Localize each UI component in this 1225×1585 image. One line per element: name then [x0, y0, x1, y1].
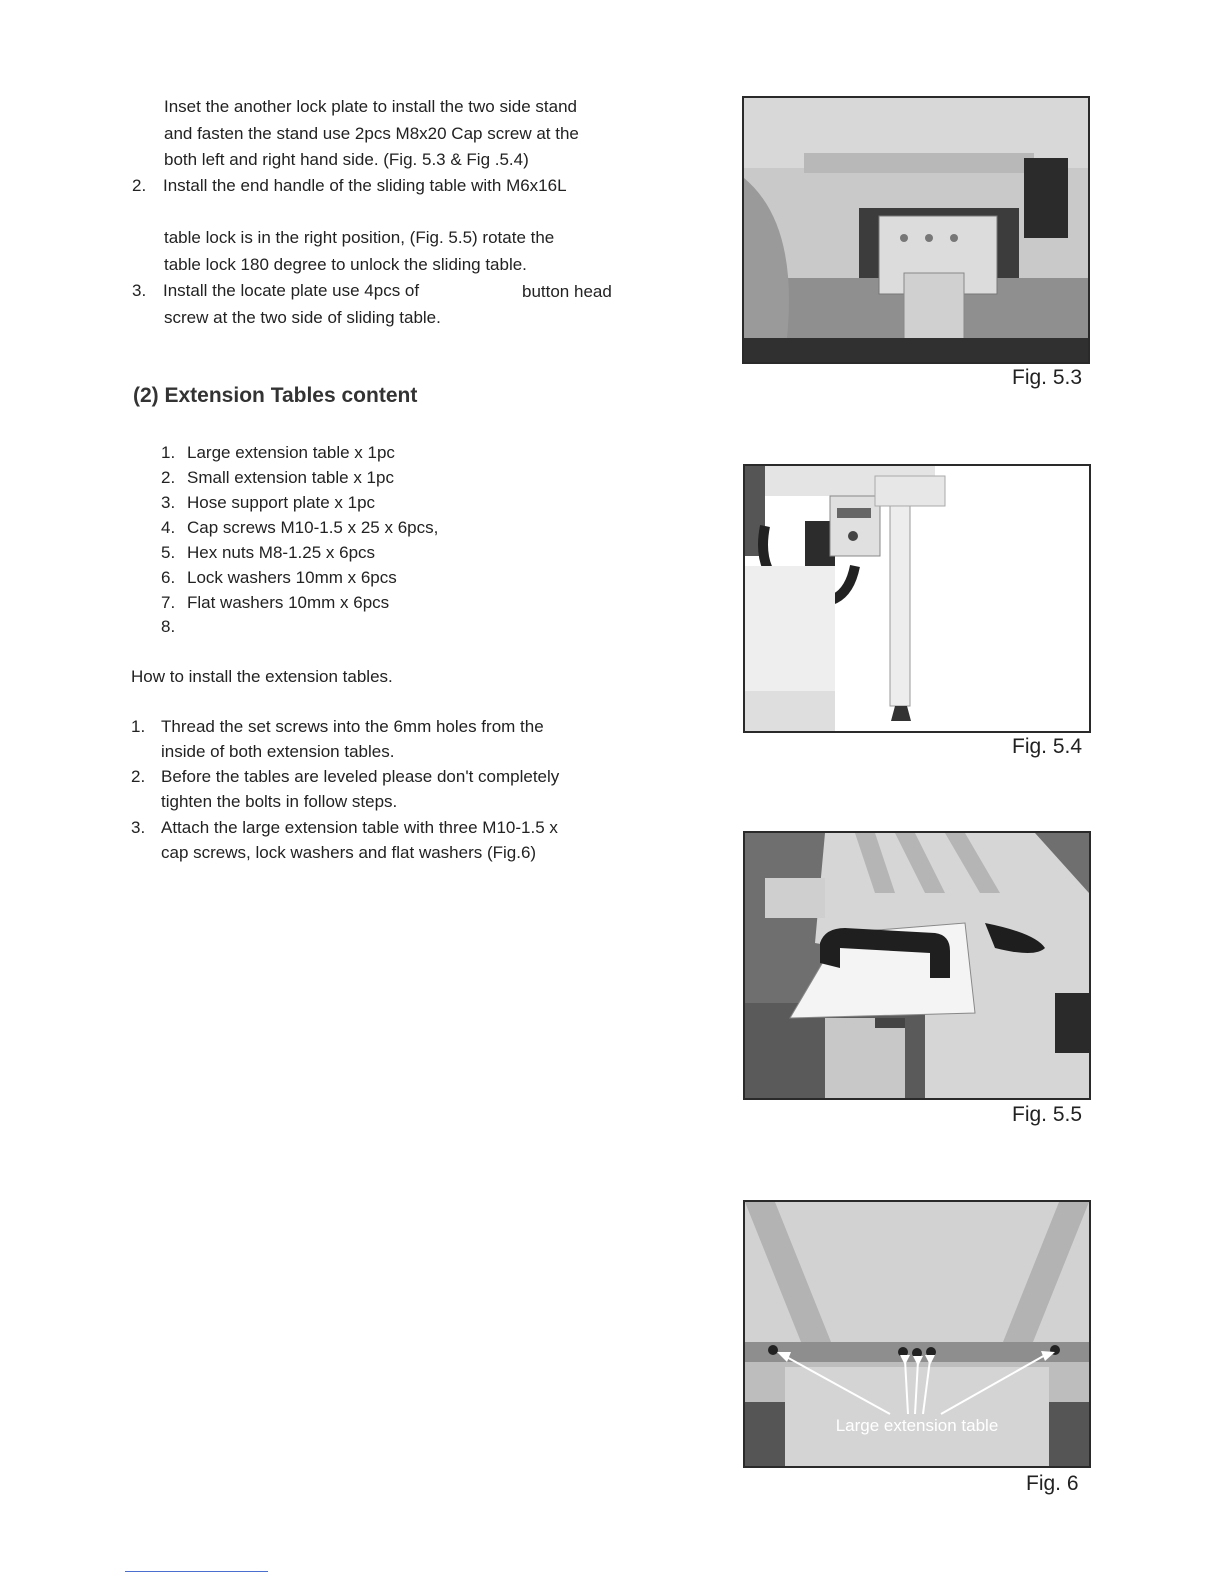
step2-line-1: Install the end handle of the sliding table with M6x16L [163, 176, 567, 195]
step1-line-2: and fasten the stand use 2pcs M8x20 Cap screw at the [164, 124, 579, 143]
howto-step-line: Before the tables are leveled please don't completely [161, 767, 560, 786]
figure-6-caption: Fig. 6 [1026, 1472, 1079, 1495]
contents-item-text: Large extension table x 1pc [187, 443, 395, 462]
howto-step-line: Thread the set screws into the 6mm holes from the [161, 717, 544, 736]
step3-number: 3. [132, 281, 147, 300]
step3-line-1-start: Install the locate plate use 4pcs of [163, 281, 420, 300]
howto-step-line: Attach the large extension table with three M10-1.5 x [161, 818, 558, 837]
section-heading: (2) Extension Tables content [133, 384, 418, 407]
howto-step-line: tighten the bolts in follow steps. [161, 792, 398, 811]
figure-5-5-photo [743, 831, 1091, 1100]
contents-item-number: 3. [161, 493, 176, 512]
figure-5-4-caption: Fig. 5.4 [1012, 735, 1083, 758]
contents-item-number: 2. [161, 468, 176, 487]
contents-item-number: 5. [161, 543, 176, 562]
howto-step-line: cap screws, lock washers and flat washers (Fig.6) [161, 843, 537, 862]
contents-item-text: Flat washers 10mm x 6pcs [187, 593, 390, 612]
figure-5-3-photo [742, 96, 1090, 364]
howto-step-number: 1. [131, 717, 146, 736]
step3-line-2: screw at the two side of sliding table. [164, 308, 441, 327]
step3-line-1-end: button head [522, 282, 612, 301]
contents-item-number: 1. [161, 443, 176, 462]
howto-step-line: inside of both extension tables. [161, 742, 395, 761]
howto-step-number: 2. [131, 767, 146, 786]
contents-item-number: 8. [161, 617, 176, 636]
footer-rule [125, 1571, 268, 1572]
figure-5-3-caption: Fig. 5.3 [1012, 366, 1083, 389]
figure-5-4-photo [743, 464, 1091, 733]
contents-item-text: Hose support plate x 1pc [187, 493, 376, 512]
howto-title: How to install the extension tables. [131, 667, 393, 686]
contents-item-number: 6. [161, 568, 176, 587]
figure-6-label: Large extension table [835, 1416, 999, 1435]
contents-item-text: Small extension table x 1pc [187, 468, 394, 487]
figure-6-photo [743, 1200, 1091, 1468]
step2-line-2: table lock is in the right position, (Fig. 5.5) rotate the [164, 228, 555, 247]
step1-line-1: Inset the another lock plate to install the two side stand [164, 97, 577, 116]
figure-5-5-caption: Fig. 5.5 [1012, 1103, 1083, 1126]
contents-item-text: Hex nuts M8-1.25 x 6pcs [187, 543, 376, 562]
howto-step-number: 3. [131, 818, 146, 837]
contents-item-number: 7. [161, 593, 176, 612]
step2-line-3: table lock 180 degree to unlock the sliding table. [164, 255, 527, 274]
step2-number: 2. [132, 176, 147, 195]
contents-item-number: 4. [161, 518, 176, 537]
contents-item-text: Lock washers 10mm x 6pcs [187, 568, 397, 587]
contents-item-text: Cap screws M10-1.5 x 25 x 6pcs, [187, 518, 439, 537]
step1-line-3: both left and right hand side. (Fig. 5.3 & Fig .5.4) [164, 150, 529, 169]
